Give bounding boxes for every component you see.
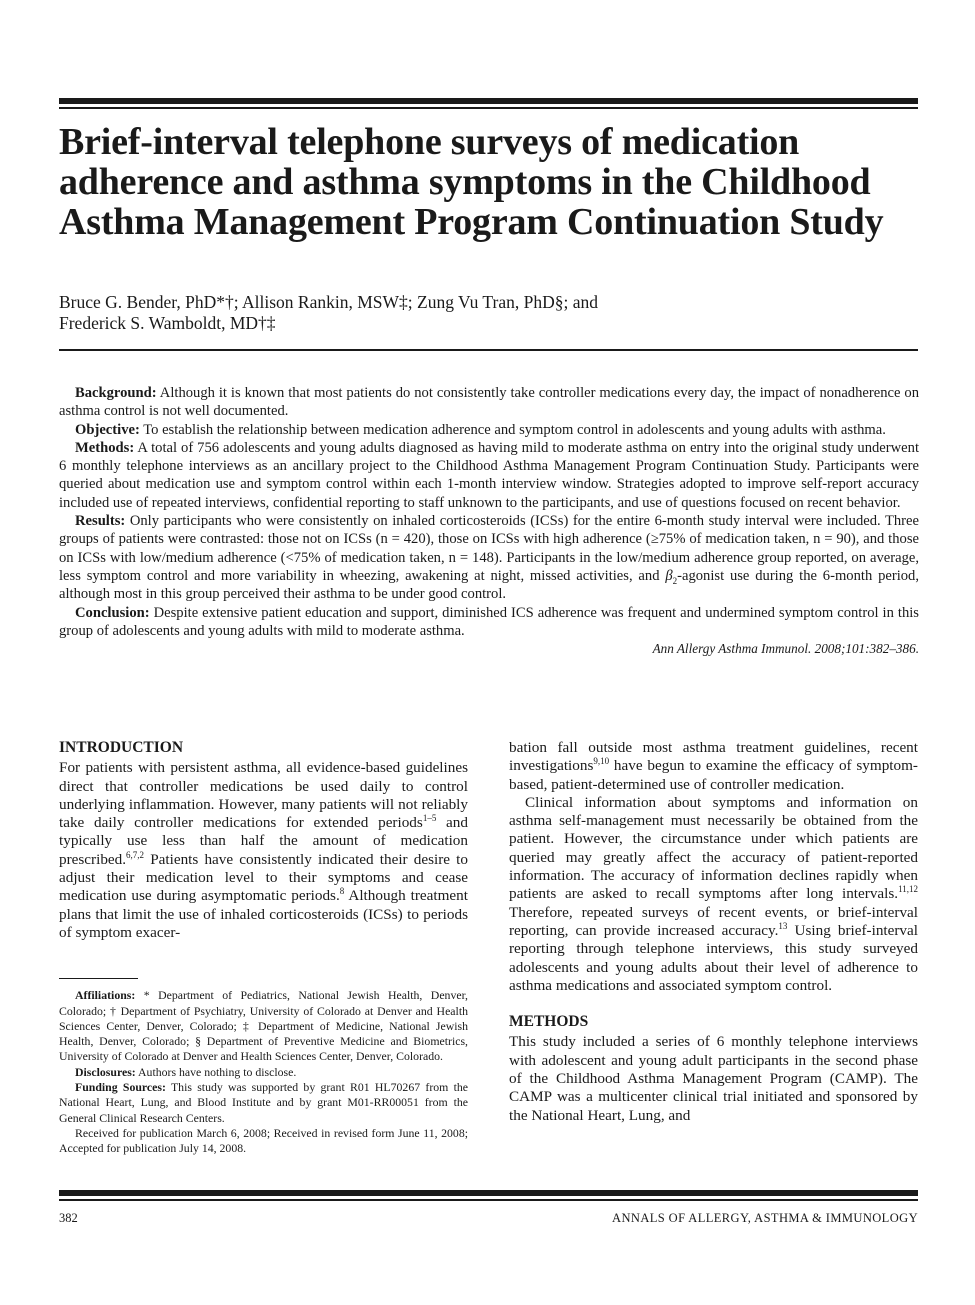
abstract-conclusion — [59, 604, 919, 641]
funding-text: This study was supported by grant R01 HL70267 from the National Heart, Lung, and Blood Institute and by grant M01-RR00051 from the General Clinical Research Centers. — [59, 1080, 468, 1125]
footnote-affiliations — [59, 988, 468, 1064]
abstract-objective — [59, 421, 919, 439]
intro-paragraph-1-continued — [509, 739, 918, 794]
intro-cont-text-2: have begun to examine the efficacy of symptom-based, patient-determined use of controller medication. — [509, 757, 918, 793]
intro-paragraph-2 — [509, 794, 918, 995]
intro-p2-text-2: Therefore, repeated surveys of recent events, or brief-interval reporting, can provide increased accuracy. — [509, 903, 918, 939]
ref-superscript: 8 — [339, 886, 345, 897]
intro-text-2: and typically use less than half the amount of medication prescribed. — [59, 814, 468, 868]
abstract-background — [59, 384, 919, 421]
abstract — [59, 384, 919, 658]
methods-heading: METHODS — [509, 1013, 589, 1031]
author-line-1: Bruce G. Bender, PhD*†; Allison Rankin, MSW‡; Zung Vu Tran, PhD§; and — [59, 292, 598, 312]
right-column — [509, 739, 918, 1125]
footer-rule-thick — [59, 1190, 918, 1196]
affiliations-label: Affiliations: — [75, 988, 136, 1003]
background-text: Although it is known that most patients do not consistently take controller medications every day, the impact of nonadherence on asthma control is not well documented. — [59, 385, 919, 420]
footer-rule-thin — [59, 1199, 918, 1201]
results-text-b: -agonist use during the 6-month period, although most in this group perceived their asthma to be under good control. — [59, 567, 919, 603]
footnote-disclosures — [59, 1065, 468, 1080]
ref-superscript: 9,10 — [593, 756, 610, 767]
left-column — [59, 739, 468, 1157]
intro-text-3: Patients have consistently indicated their desire to adjust their medication level to their symptoms and cease medication use during asymptomatic periods. — [59, 850, 468, 905]
citation-ref: 2008;101:382–386. — [811, 641, 919, 657]
abstract-results — [59, 512, 919, 603]
header-rule-thin — [59, 107, 918, 109]
ref-superscript: 11,12 — [898, 884, 918, 895]
abstract-methods — [59, 439, 919, 512]
author-line-2: Frederick S. Wamboldt, MD†‡ — [59, 313, 276, 333]
citation-journal: Ann Allergy Asthma Immunol. — [652, 641, 812, 657]
disclosures-label: Disclosures: — [75, 1064, 136, 1079]
journal-name: ANNALS OF ALLERGY, ASTHMA & IMMUNOLOGY — [612, 1211, 918, 1225]
footnote-funding — [59, 1080, 468, 1126]
introduction-heading: INTRODUCTION — [59, 739, 184, 756]
author-list — [59, 292, 919, 334]
objective-label: Objective: — [75, 421, 140, 438]
ref-superscript: 13 — [778, 920, 788, 931]
methods-label: Methods: — [75, 439, 135, 456]
conclusion-label: Conclusion: — [75, 604, 150, 621]
intro-cont-text-1: bation fall outside most asthma treatment guidelines, recent investigations — [509, 739, 918, 775]
intro-text-1: For patients with persistent asthma, all evidence-based guidelines direct that controller medications be used daily to control underlying inflammation. However, many patients will not reliably take daily controller medications for extended periods — [59, 759, 468, 832]
footnote-received: Received for publication March 6, 2008; Received in revised form June 11, 2008; Accepted for publication July 14, 2008. — [59, 1125, 468, 1156]
affiliations-text: * Department of Pediatrics, National Jewish Health, Denver, Colorado; † Department of Psychiatry, University of Colorado at Denver and Health Sciences Center, Denver, Colorado; ‡ Department of Medicine, National Jewish Health, Denver, Colorado; § Department of Preventive Medicine and Biometrics, University of Colorado at Denver and Health Sciences Center, Denver, Colorado. — [59, 988, 468, 1064]
funding-label: Funding Sources: — [75, 1080, 166, 1095]
intro-p2-text-1: Clinical information about symptoms and information on asthma self-management must necessarily be obtained from the patient. However, the circumstance under which patients are queried may greatly affect the accuracy of patient-reported information. The accuracy of information declines rapidly when patients are asked to recall symptoms after long intervals. — [509, 793, 918, 903]
beta-symbol: β — [665, 567, 673, 584]
conclusion-text: Despite extensive patient education and support, diminished ICS adherence was frequent and undermined symptom control in this group of adolescents and young adults with mild to moderate asthma. — [59, 604, 919, 639]
intro-paragraph-1 — [59, 759, 468, 942]
beta-subscript: 2 — [672, 575, 678, 586]
methods-text: A total of 756 adolescents and young adults diagnosed as having mild to moderate asthma on entry into the original study underwent 6 monthly telephone interviews as an ancillary project to the Childhood Asthma Management Program Continuation Study. Participants were queried about medication use and symptom control within each 1-month interview window. Strategies adopted to improve self-report accuracy included use of repeated interviews, confidential reporting to staff unknown to the participants, and use of questions focused on recent behavior. — [59, 439, 920, 511]
page-number: 382 — [59, 1211, 78, 1225]
objective-text: To establish the relationship between medication adherence and symptom control in adolescents and young adults with asthma. — [143, 421, 886, 438]
results-text-a: Only participants who were consistently on inhaled corticosteroids (ICSs) for the entire 6-month study interval were included. Three groups of patients were contrasted: those not on ICSs (n = 420), those on ICSs with high adherence (≥75% of medication taken, n = 90), and those on ICSs with low/medium adherence (<75% of medication taken, n = 148). Participants in the low/medium adherence group reported, on average, less symptom control and more variability in wheezing, awakening at night, missed activities, and — [59, 513, 919, 584]
methods-paragraph: This study included a series of 6 monthly telephone interviews with adolescent and young adult participants in the second phase of the Childhood Asthma Management Program (CAMP). The CAMP was a multicenter clinical trial initiated and sponsored by the National Heart, Lung, and — [509, 1033, 918, 1124]
ref-superscript: 1–5 — [422, 813, 437, 824]
disclosures-text: Authors have nothing to disclose. — [135, 1064, 297, 1079]
header-rule-thick — [59, 98, 918, 104]
authors-divider — [59, 349, 918, 351]
footnotes — [59, 988, 468, 1156]
citation — [59, 640, 919, 658]
intro-text-4: Although treatment plans that limit the use of inhaled corticosteroids (ICSs) to periods of symptom exacer- — [59, 887, 468, 941]
background-label: Background: — [75, 385, 157, 401]
intro-p2-text-3: Using brief-interval reporting through telephone interviews, this study surveyed adolescents and young adults about their level of adherence to asthma medications and associated symptom control. — [509, 921, 918, 994]
results-label: Results: — [75, 513, 126, 530]
ref-superscript: 6,7,2 — [126, 849, 145, 860]
footnote-rule — [59, 978, 138, 979]
article-title: Brief-interval telephone surveys of medication adherence and asthma symptoms in the Childhood Asthma Management Program Continuation Study — [59, 121, 884, 243]
